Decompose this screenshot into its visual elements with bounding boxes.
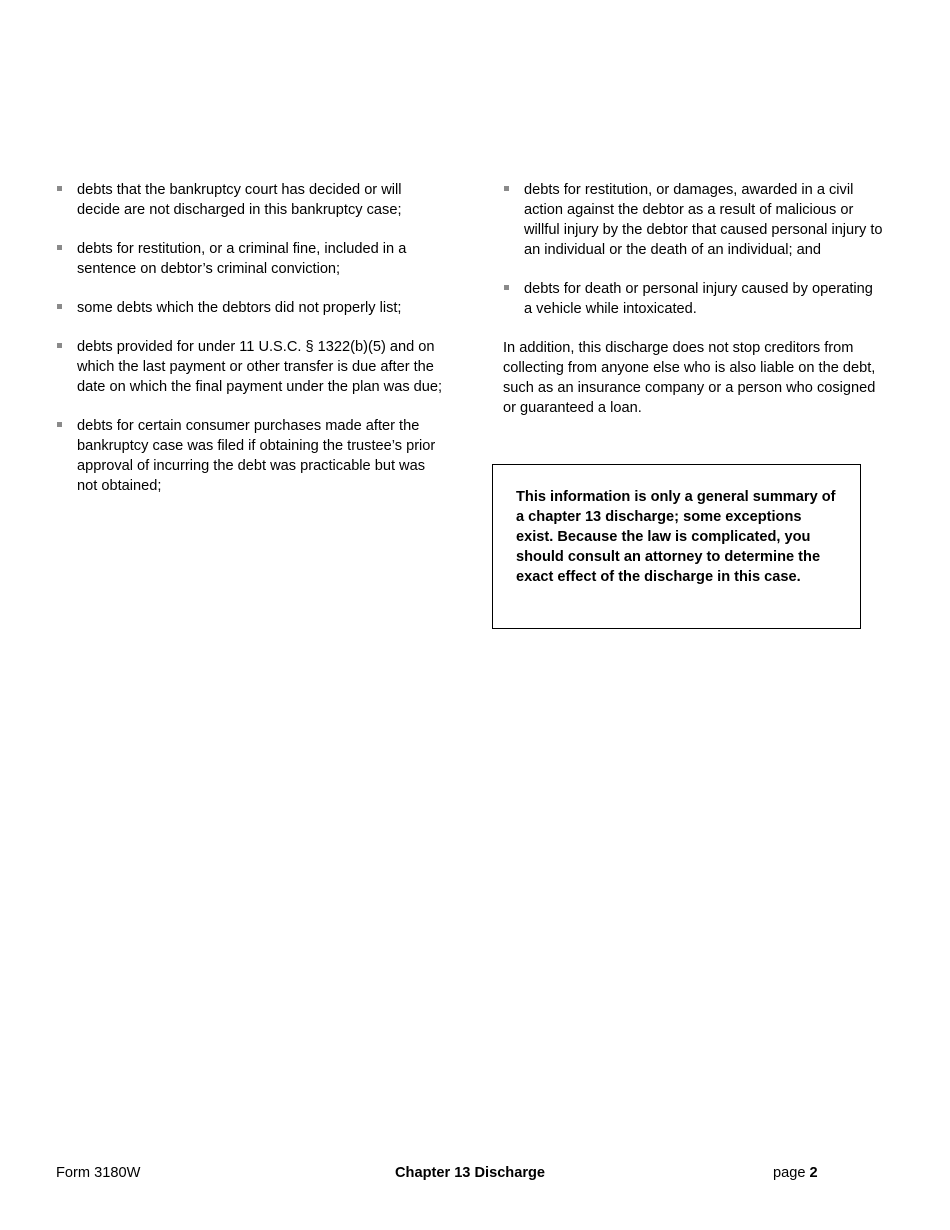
page-number: 2: [809, 1165, 818, 1181]
left-column: [56, 180, 446, 515]
square-bullet-icon: [504, 186, 509, 191]
list-item-text: debts provided for under 11 U.S.C. § 1322(b)(5) and on which the last payment or other transfer is due after the date on which the final payment under the plan was due;: [77, 339, 443, 395]
list-item: [56, 337, 446, 397]
square-bullet-icon: [57, 343, 62, 348]
list-item-text: debts for restitution, or damages, awarded in a civil action against the debtor as a result of malicious or willful injury by the debtor that caused personal injury to an individual or the death of an individual; and: [524, 182, 883, 258]
square-bullet-icon: [57, 186, 62, 191]
list-item-text: debts for restitution, or a criminal fine, included in a sentence on debtor’s criminal conviction;: [77, 241, 407, 277]
list-item: [503, 279, 883, 319]
right-column: [503, 180, 883, 418]
square-bullet-icon: [57, 422, 62, 427]
square-bullet-icon: [57, 304, 62, 309]
page-indicator: [773, 1163, 818, 1183]
page-label: page: [773, 1165, 806, 1181]
list-item: [56, 298, 446, 318]
list-item-text: debts for death or personal injury caused by operating a vehicle while intoxicated.: [524, 281, 873, 317]
list-item: [503, 180, 883, 260]
addition-paragraph: In addition, this discharge does not stop creditors from collecting from anyone else who is also liable on the debt, such as an insurance company or a person who cosigned or guaranteed a loan.: [503, 340, 876, 416]
list-item: [56, 416, 446, 496]
page-footer: [0, 1163, 950, 1183]
summary-notice-box: [492, 464, 861, 629]
list-item: [56, 239, 446, 279]
summary-notice-text: This information is only a general summary of a chapter 13 discharge; some exceptions exist. Because the law is complicated, you should consult an attorney to determine the exact effect of the discharge in this case.: [516, 489, 836, 585]
list-item-text: debts that the bankruptcy court has decided or will decide are not discharged in this bankruptcy case;: [77, 182, 402, 218]
list-item-text: some debts which the debtors did not properly list;: [77, 300, 402, 316]
square-bullet-icon: [57, 245, 62, 250]
form-number: Form 3180W: [56, 1165, 141, 1181]
footer-title: Chapter 13 Discharge: [395, 1165, 546, 1181]
square-bullet-icon: [504, 285, 509, 290]
list-item: [56, 180, 446, 220]
list-item-text: debts for certain consumer purchases made after the bankruptcy case was filed if obtaining the trustee’s prior approval of incurring the debt was practicable but was not obtained;: [77, 418, 436, 494]
